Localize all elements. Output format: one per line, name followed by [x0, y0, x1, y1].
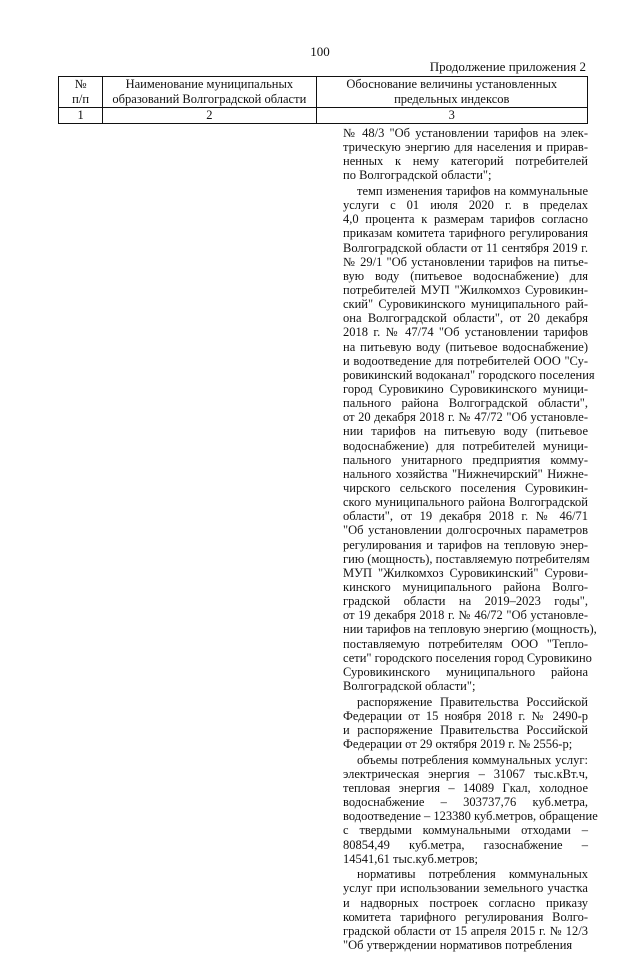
header-table — [58, 76, 588, 124]
text-line: градской области от 15 апреля 2015 г. № 12/3 — [343, 923, 588, 938]
text-line: комитета тарифного регулирования Волго- — [343, 909, 588, 924]
text-line: ровикинский водоканал" городского поселения — [343, 367, 595, 382]
column-number-1: 1 — [59, 108, 103, 124]
text-line: водоснабжение – 303737,76 куб.метра, — [343, 795, 588, 810]
text-line: услуги с 01 июля 2020 г. в пределах — [343, 198, 588, 213]
header-number-line-2: п/п — [72, 92, 90, 106]
text-line: ненных к нему категорий потребителей — [343, 154, 588, 169]
text-line: от 19 декабря 2018 г. № 46/72 "Об установле- — [343, 608, 588, 623]
text-line: Суровикинского муниципального района — [343, 664, 588, 679]
text-line: ский" Суровикинского муниципального рай- — [343, 297, 588, 312]
text-line: вую воду (питьевое водоснабжение) для — [343, 268, 588, 283]
header-municipality — [103, 77, 316, 108]
header-justification — [316, 77, 587, 108]
text-line: Федерации от 29 октября 2019 г. № 2556-р; — [343, 737, 573, 752]
text-line: № 48/3 "Об установлении тарифов на элек- — [343, 126, 588, 140]
paragraph — [343, 867, 588, 952]
text-line: 14541,61 тыс.куб.метров; — [343, 851, 478, 866]
text-line: "Об утверждении нормативов потребления — [343, 938, 573, 953]
text-line: и надворных построек согласно приказу — [343, 895, 588, 910]
text-line: нального хозяйства "Нижнечирский" Нижне- — [343, 466, 588, 481]
text-line: с твердыми коммунальными отходами – — [343, 823, 588, 838]
header-justification-line-1: Обоснование величины установленных — [346, 77, 558, 91]
column-number-row — [59, 108, 588, 124]
text-line: 4,0 процента к размерам тарифов согласно — [343, 212, 588, 227]
text-line: № 29/1 "Об установлении тарифов на питье- — [343, 254, 588, 269]
text-line: поставляемую потребителям ООО "Тепло- — [343, 636, 588, 651]
text-line: пального района Волгоградской области", — [343, 396, 588, 411]
text-line: распоряжение Правительства Российской — [357, 694, 588, 709]
text-line: МУП "Жилкомхоз Суровикинский" Сурови- — [343, 565, 588, 580]
text-line: тепловая энергия – 14089 Гкал, холодное — [343, 780, 588, 795]
text-line: на питьевую воду (питьевое водоснабжение) — [343, 339, 588, 354]
justification-text — [343, 126, 598, 954]
column-number-3: 3 — [316, 108, 587, 124]
header-number-line-1: № — [74, 77, 87, 91]
header-row — [59, 77, 588, 108]
text-line: Федерации от 15 ноября 2018 г. № 2490-р — [343, 708, 588, 723]
text-line: она Волгоградской области", от 20 декабря — [343, 311, 588, 326]
text-line: градской области на 2019–2023 годы", — [343, 594, 588, 609]
text-line: регулирования и тарифов на тепловую энер- — [343, 537, 588, 552]
text-line: объемы потребления коммунальных услуг: — [357, 752, 588, 767]
text-line: области", от 19 декабря 2018 г. № 46/71 — [343, 509, 588, 524]
text-line: Волгоградской области"; — [343, 678, 476, 693]
text-line: трическую энергию для населения и прирав- — [343, 140, 588, 155]
text-line: 80854,49 куб.метра, газоснабжение – — [343, 837, 588, 852]
header-justification-line-2: предельных индексов — [394, 92, 510, 106]
text-line: кинского муниципального района Волго- — [343, 580, 588, 594]
column-number-2: 2 — [103, 108, 316, 124]
text-line: 2018 г. № 47/74 "Об установлении тарифов — [343, 325, 588, 340]
text-line: водоснабжение) для потребителей муници- — [343, 438, 588, 453]
text-line: электрическая энергия – 31067 тыс.кВт.ч, — [343, 766, 588, 781]
text-line: водоотведение – 123380 куб.метров, обращение — [343, 809, 598, 824]
page-number: 100 — [310, 44, 330, 59]
text-line: приказам комитета тарифного регулирования — [343, 226, 588, 241]
paragraph — [343, 695, 588, 752]
text-line: услуг при использовании земельного участка — [343, 881, 588, 896]
header-municipality-line-2: образований Волгоградской области — [112, 92, 307, 106]
paragraph — [343, 126, 588, 183]
header-number — [59, 77, 103, 108]
text-line: Волгоградской области от 11 сентября 2019 г. — [343, 240, 588, 255]
header-municipality-line-1: Наименование муниципальных — [125, 77, 294, 91]
text-line: темп изменения тарифов на коммунальные — [357, 184, 588, 199]
text-line: потребителей МУП "Жилкомхоз Суровикин- — [343, 283, 588, 298]
continuation-label: Продолжение приложения 2 — [429, 59, 586, 74]
paragraph — [343, 752, 598, 866]
text-line: нии тарифов на питьевую воду (питьевое — [343, 424, 588, 439]
text-line: нормативы потребления коммунальных — [357, 867, 588, 882]
text-line: сети" городского поселения город Суровикино — [343, 650, 592, 665]
text-line: и водоотведение для потребителей ООО "Су- — [343, 353, 588, 368]
text-line: город Суровикино Суровикинского муници- — [343, 382, 588, 397]
text-line: "Об установлении долгосрочных параметров — [343, 523, 588, 538]
text-line: нии тарифов на тепловую энергию (мощность), — [343, 622, 597, 637]
text-line: ского муниципального района Волгоградской — [343, 495, 588, 510]
paragraph — [343, 184, 597, 693]
text-line: от 20 декабря 2018 г. № 47/72 "Об установле- — [343, 410, 588, 425]
text-line: гию (мощность), поставляемую потребителям — [343, 551, 590, 566]
text-line: и распоряжение Правительства Российской — [343, 722, 588, 737]
text-line: пального унитарного предприятия комму- — [343, 452, 588, 467]
text-line: чирского сельского поселения Суровикин- — [343, 481, 588, 496]
text-line: по Волгоградской области"; — [343, 168, 492, 183]
